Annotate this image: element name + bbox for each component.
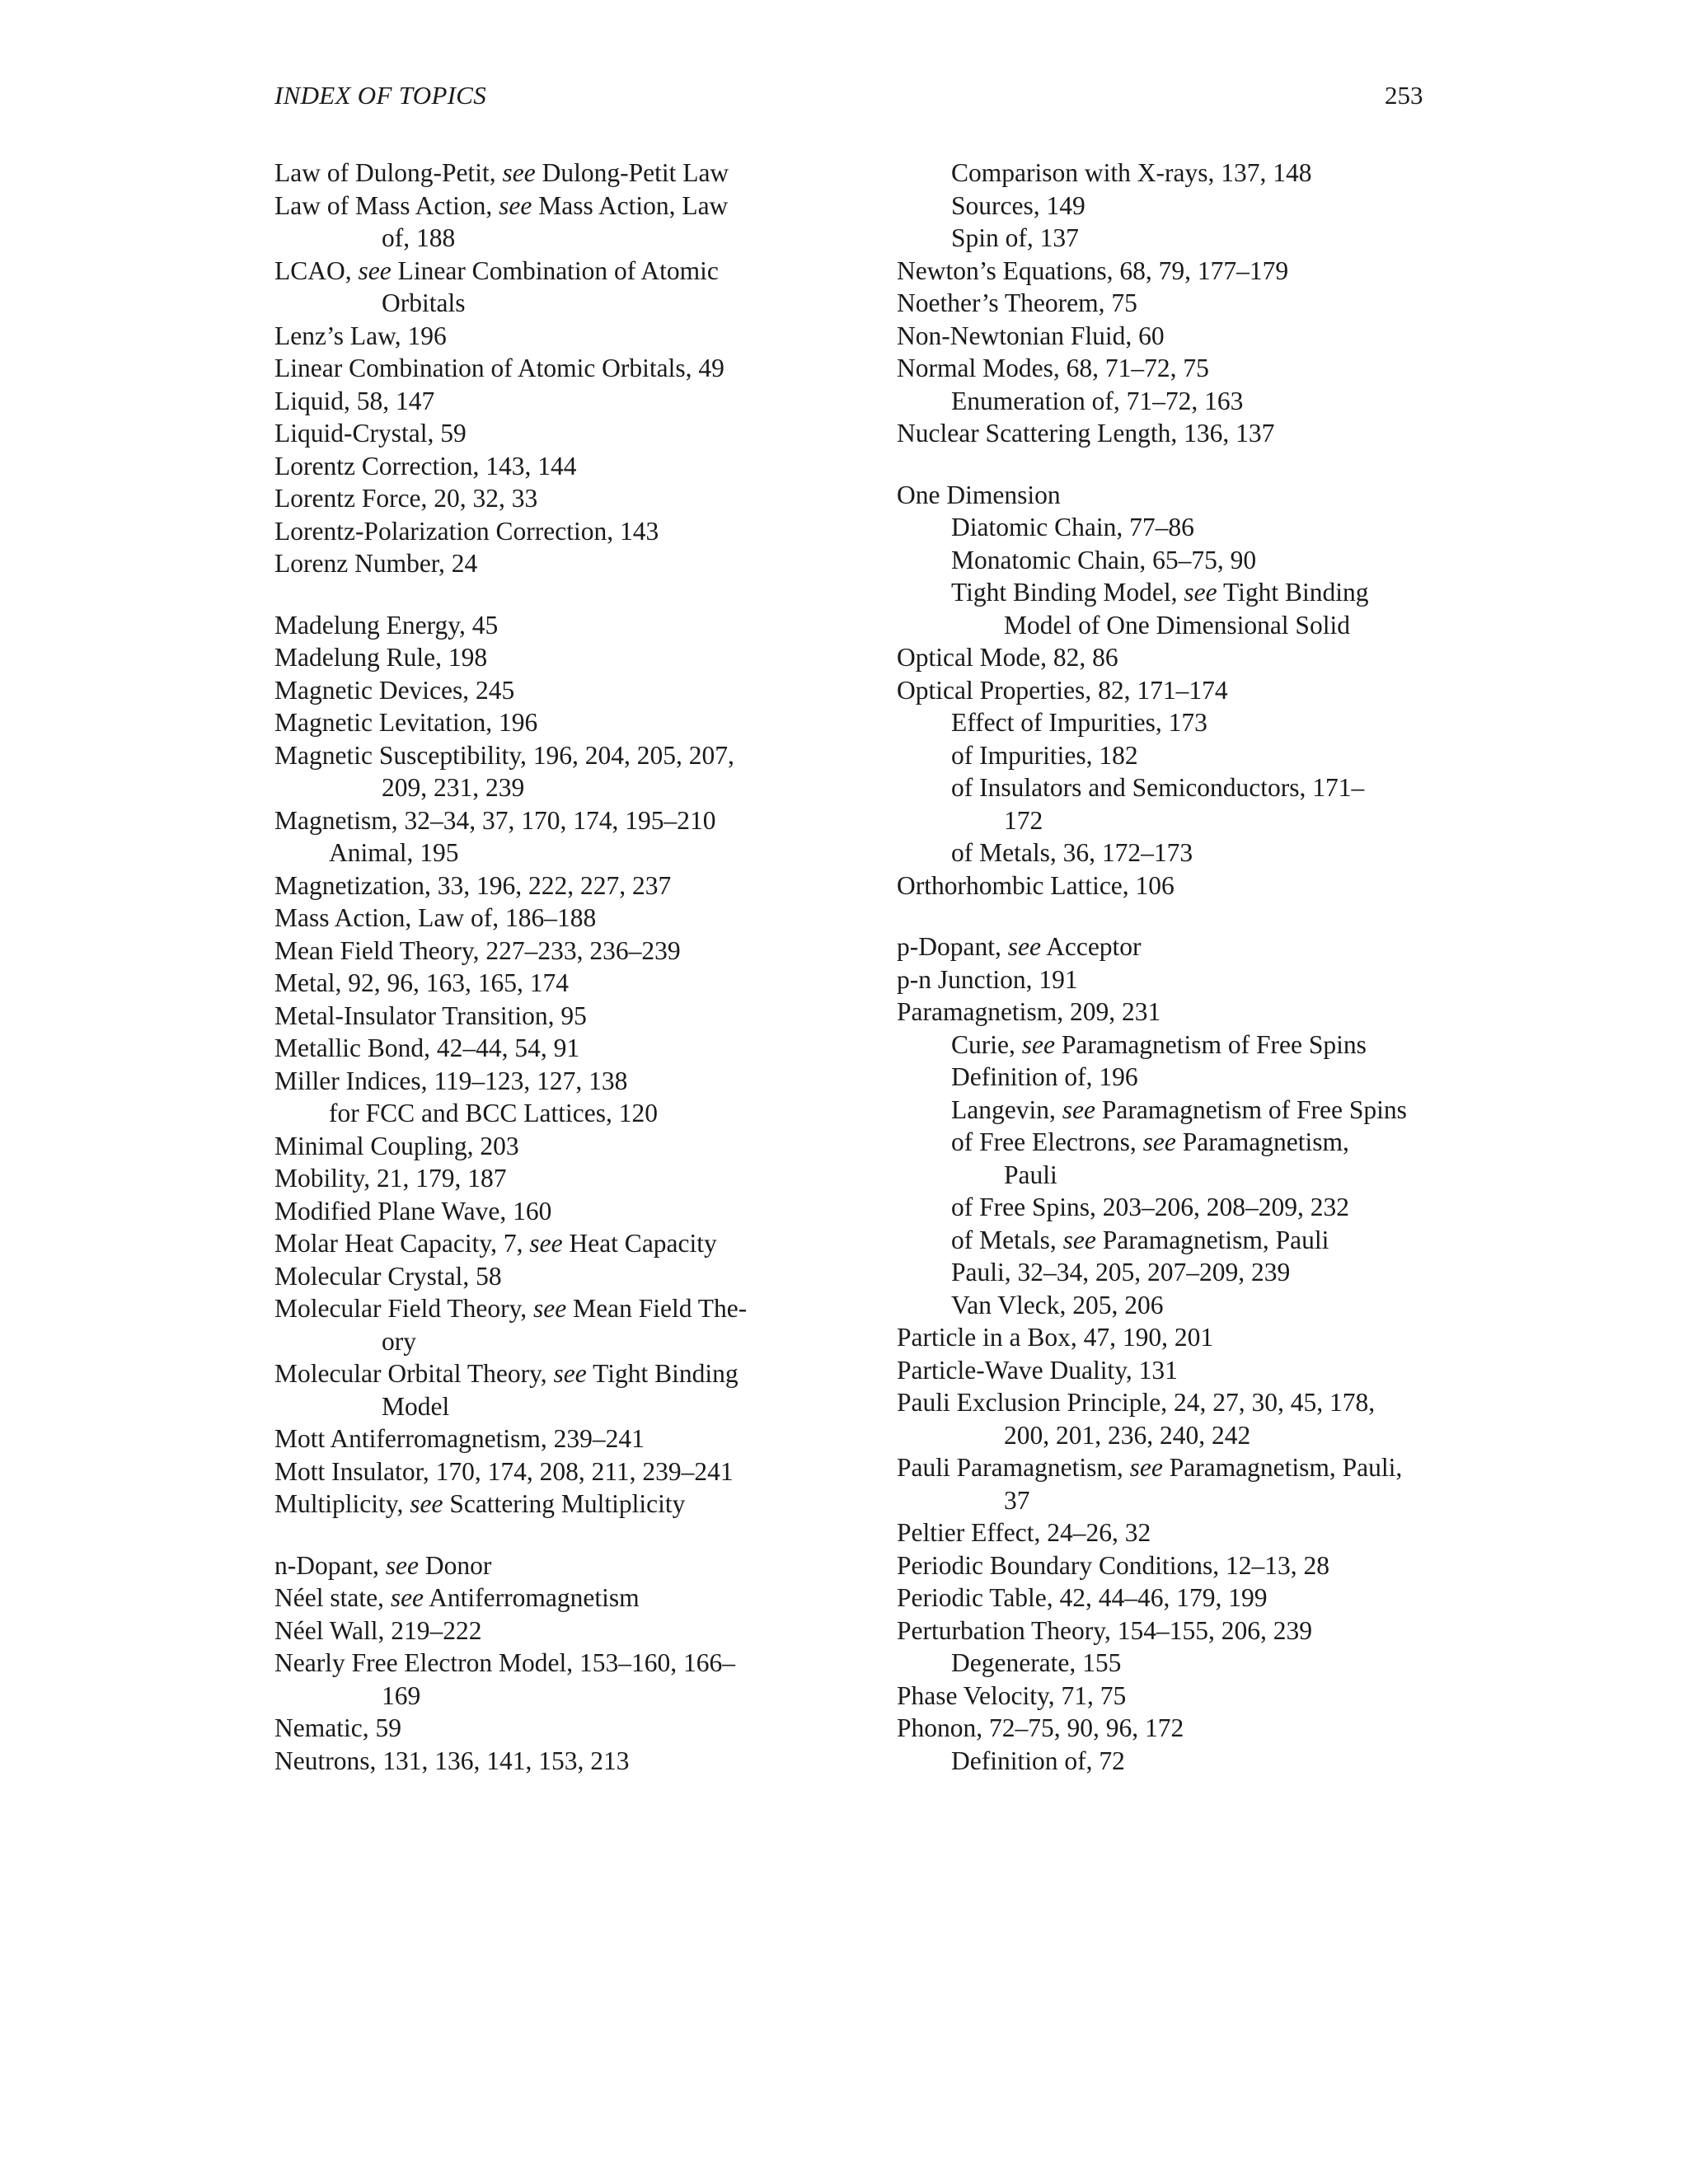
index-entry	[897, 417, 1474, 450]
see-reference: see	[553, 1359, 587, 1388]
entry-text: Lorentz Force, 20, 32, 33	[274, 484, 538, 513]
entry-text: Model	[382, 1391, 450, 1421]
see-target: Paramagnetism, Pauli	[1095, 1225, 1329, 1254]
entry-text: of Metals,	[951, 1225, 1063, 1254]
index-entry	[897, 1582, 1474, 1615]
index-entry	[897, 1386, 1474, 1419]
entry-text: Magnetization, 33, 196, 222, 227, 237	[274, 870, 672, 900]
see-reference: see	[502, 158, 536, 187]
index-entry	[274, 1227, 810, 1260]
entry-text: Paramagnetism, 209, 231	[897, 997, 1161, 1026]
entry-text: Langevin,	[951, 1094, 1062, 1124]
index-entry	[274, 902, 810, 935]
entry-text: Effect of Impurities, 173	[951, 708, 1207, 737]
letter-group-gap	[897, 902, 1474, 930]
entry-text: Orthorhombic Lattice, 106	[897, 870, 1175, 900]
index-entry	[274, 547, 810, 580]
entry-text: Normal Modes, 68, 71–72, 75	[897, 354, 1209, 382]
see-reference: see	[1007, 932, 1041, 961]
entry-text: Lorentz Correction, 143, 144	[274, 451, 577, 480]
entry-text: Metal-Insulator Transition, 95	[274, 1001, 587, 1030]
index-entry	[274, 1455, 810, 1488]
entry-text: Tight Binding Model,	[951, 578, 1184, 607]
entry-text: Mott Insulator, 170, 174, 208, 211, 239–241	[274, 1456, 734, 1486]
entry-text: of Metals, 36, 172–173	[951, 838, 1193, 867]
index-subentry	[897, 222, 1474, 255]
entry-text: Metal, 92, 96, 163, 165, 174	[274, 968, 569, 997]
index-entry	[897, 287, 1474, 320]
index-subentry	[274, 837, 810, 869]
entry-text: Noether’s Theorem, 75	[897, 288, 1137, 317]
entry-text: Molar Heat Capacity, 7,	[274, 1229, 530, 1258]
entry-text: Newton’s Equations, 68, 79, 177–179	[897, 255, 1289, 285]
index-entry	[274, 190, 810, 223]
see-target: Paramagnetism of Free Spins	[1054, 1029, 1367, 1059]
entry-text: Mass Action, Law of, 186–188	[274, 903, 597, 932]
index-entry-continuation	[897, 1419, 1474, 1452]
index-subentry	[274, 1097, 810, 1130]
index-entry	[274, 1582, 810, 1615]
entry-text: Definition of, 196	[951, 1062, 1138, 1091]
index-subentry	[897, 511, 1474, 544]
running-head: INDEX OF TOPICS	[274, 81, 487, 110]
entry-text: Magnetic Devices, 245	[274, 675, 515, 705]
entry-text: Liquid-Crystal, 59	[274, 419, 467, 448]
index-entry	[897, 320, 1474, 353]
index-entry	[897, 869, 1474, 902]
index-entry	[274, 967, 810, 1000]
index-subentry	[897, 1094, 1474, 1127]
entry-text: Linear Combination of Atomic Orbitals, 49	[274, 354, 724, 382]
entry-text: Curie,	[951, 1029, 1022, 1059]
entry-text: Minimal Coupling, 203	[274, 1131, 519, 1160]
entry-text: Nematic, 59	[274, 1713, 401, 1742]
entry-text: Model of One Dimensional Solid	[1004, 610, 1350, 640]
index-entry	[897, 1615, 1474, 1647]
index-entry	[274, 1000, 810, 1033]
index-entry	[274, 1615, 810, 1647]
entry-text: Mean Field Theory, 227–233, 236–239	[274, 935, 681, 965]
index-subentry	[897, 771, 1474, 804]
index-entry	[274, 1260, 810, 1293]
index-entry	[274, 1195, 810, 1228]
entry-text: Van Vleck, 205, 206	[951, 1290, 1164, 1319]
entry-text: Degenerate, 155	[951, 1648, 1122, 1677]
index-entry	[274, 157, 810, 190]
see-reference: see	[529, 1229, 563, 1258]
entry-text: p-Dopant,	[897, 932, 1008, 961]
entry-text: Law of Dulong-Petit,	[274, 158, 503, 187]
index-entry	[897, 963, 1474, 996]
index-subentry	[897, 157, 1474, 190]
letter-group-gap	[274, 1521, 810, 1549]
index-entry	[274, 1357, 810, 1390]
page-number: 253	[1385, 81, 1423, 110]
entry-text: Miller Indices, 119–123, 127, 138	[274, 1066, 628, 1095]
index-subentry	[897, 1061, 1474, 1094]
index-entry	[897, 352, 1474, 385]
index-entry	[897, 641, 1474, 674]
index-entry	[274, 515, 810, 548]
see-target: Paramagnetism,	[1175, 1127, 1349, 1156]
index-entry	[274, 385, 810, 418]
index-subentry	[897, 837, 1474, 869]
index-entry-continuation	[274, 771, 810, 804]
index-entry	[274, 450, 810, 483]
entry-text: Phase Velocity, 71, 75	[897, 1680, 1127, 1710]
entry-text: Diatomic Chain, 77–86	[951, 513, 1194, 541]
index-entry	[897, 255, 1474, 288]
entry-text: Law of Mass Action,	[274, 190, 499, 220]
index-entry	[274, 1549, 810, 1582]
index-entry	[274, 1745, 810, 1778]
index-entry	[897, 1712, 1474, 1745]
index-entry	[274, 1647, 810, 1680]
index-subentry	[897, 739, 1474, 772]
see-reference: see	[1129, 1453, 1163, 1482]
entry-text: Pauli Paramagnetism,	[897, 1453, 1130, 1482]
see-reference: see	[1184, 578, 1217, 607]
letter-group-gap	[274, 580, 810, 609]
index-entry	[897, 479, 1474, 512]
see-reference: see	[358, 255, 392, 285]
index-entry	[274, 641, 810, 674]
index-entry	[897, 1549, 1474, 1582]
entry-text: of Free Spins, 203–206, 208–209, 232	[951, 1193, 1349, 1221]
index-entry	[274, 1488, 810, 1521]
entry-text: Nearly Free Electron Model, 153–160, 166–	[274, 1648, 735, 1677]
see-target: Paramagnetism of Free Spins	[1095, 1094, 1407, 1124]
entry-text: Liquid, 58, 147	[274, 386, 435, 415]
entry-text: Particle in a Box, 47, 190, 201	[897, 1323, 1214, 1352]
entry-text: Néel Wall, 219–222	[274, 1615, 482, 1645]
see-target: Tight Binding	[1217, 578, 1369, 607]
entry-text: Multiplicity,	[274, 1489, 410, 1518]
index-entry	[274, 320, 810, 353]
index-entry-continuation	[274, 1390, 810, 1423]
index-entry	[274, 609, 810, 642]
entry-text: for FCC and BCC Lattices, 120	[329, 1099, 658, 1127]
see-target: Scattering Multiplicity	[443, 1489, 686, 1518]
index-subentry	[897, 1224, 1474, 1257]
index-subentry	[897, 1256, 1474, 1289]
entry-text: p-n Junction, 191	[897, 964, 1078, 994]
see-target: Antiferromagnetism	[424, 1583, 640, 1612]
entry-text: Mott Antiferromagnetism, 239–241	[274, 1424, 645, 1453]
index-entry	[897, 996, 1474, 1029]
index-entry	[274, 674, 810, 707]
entry-text: 169	[382, 1680, 421, 1710]
index-subentry	[897, 190, 1474, 223]
see-reference: see	[1021, 1029, 1055, 1059]
entry-text: Spin of, 137	[951, 223, 1079, 252]
see-reference: see	[410, 1489, 443, 1518]
entry-text: Molecular Field Theory,	[274, 1294, 534, 1323]
entry-text: Particle-Wave Duality, 131	[897, 1355, 1178, 1385]
index-subentry	[897, 385, 1474, 418]
index-entry	[274, 739, 810, 772]
see-target: Acceptor	[1040, 932, 1142, 961]
entry-text: Magnetic Levitation, 196	[274, 708, 538, 737]
entry-text: Optical Properties, 82, 171–174	[897, 675, 1228, 705]
see-reference: see	[1062, 1225, 1096, 1254]
entry-text: Orbitals	[382, 288, 466, 317]
entry-text: of Free Electrons,	[951, 1127, 1143, 1156]
entry-text: 37	[1004, 1485, 1030, 1515]
index-entry	[274, 352, 810, 385]
entry-text: Lorentz-Polarization Correction, 143	[274, 516, 659, 546]
index-entry	[274, 935, 810, 968]
index-entry	[897, 1516, 1474, 1549]
index-entry-continuation	[897, 804, 1474, 837]
index-entry	[274, 1422, 810, 1455]
entry-text: Periodic Table, 42, 44–46, 179, 199	[897, 1583, 1268, 1612]
entry-text: Madelung Rule, 198	[274, 643, 488, 672]
entry-text: Metallic Bond, 42–44, 54, 91	[274, 1033, 580, 1062]
entry-text: of, 188	[382, 223, 456, 252]
entry-text: 209, 231, 239	[382, 773, 525, 802]
see-target: Heat Capacity	[562, 1229, 717, 1258]
entry-text: Definition of, 72	[951, 1746, 1125, 1775]
index-entry	[897, 1354, 1474, 1387]
entry-text: ory	[382, 1326, 416, 1356]
see-reference: see	[1062, 1094, 1095, 1124]
index-entry	[274, 804, 810, 837]
index-entry	[274, 417, 810, 450]
entry-text: n-Dopant,	[274, 1550, 386, 1580]
index-subentry	[897, 544, 1474, 577]
entry-text: Madelung Energy, 45	[274, 610, 499, 640]
index-entry-continuation	[897, 1159, 1474, 1192]
entry-text: Sources, 149	[951, 190, 1085, 220]
index-entry-continuation	[274, 287, 810, 320]
index-subentry	[897, 1745, 1474, 1778]
index-subentry	[897, 706, 1474, 739]
index-entry	[274, 1712, 810, 1745]
see-target: Mean Field The-	[566, 1294, 748, 1323]
index-entry	[274, 1162, 810, 1195]
entry-text: of Impurities, 182	[951, 740, 1138, 770]
entry-text: Monatomic Chain, 65–75, 90	[951, 545, 1257, 574]
entry-text: Pauli	[1004, 1160, 1057, 1189]
index-entry	[274, 1292, 810, 1325]
entry-text: Néel state,	[274, 1583, 391, 1612]
index-subentry	[897, 1126, 1474, 1159]
entry-text: Magnetism, 32–34, 37, 170, 174, 195–210	[274, 805, 716, 835]
index-entry	[897, 1451, 1474, 1484]
index-subentry	[897, 1191, 1474, 1224]
index-column-right	[897, 157, 1474, 1777]
index-entry	[274, 706, 810, 739]
index-column-left	[274, 157, 810, 1777]
index-entry	[897, 1321, 1474, 1354]
entry-text: Periodic Boundary Conditions, 12–13, 28	[897, 1550, 1329, 1580]
see-target: Tight Binding	[586, 1359, 738, 1388]
see-reference: see	[1142, 1127, 1176, 1156]
see-reference: see	[385, 1550, 419, 1580]
see-target: Paramagnetism, Pauli,	[1162, 1453, 1403, 1482]
see-reference: see	[390, 1583, 424, 1612]
entry-text: Non-Newtonian Fluid, 60	[897, 321, 1165, 350]
index-entry	[274, 1130, 810, 1163]
index-entry	[897, 930, 1474, 963]
entry-text: LCAO,	[274, 255, 359, 285]
index-entry	[897, 1680, 1474, 1713]
entry-text: 172	[1004, 805, 1043, 835]
entry-text: Magnetic Susceptibility, 196, 204, 205, 207,	[274, 740, 734, 770]
see-target: Dulong-Petit Law	[535, 158, 729, 187]
see-reference: see	[533, 1294, 567, 1323]
index-subentry	[897, 1289, 1474, 1322]
entry-text: Molecular Crystal, 58	[274, 1261, 502, 1291]
entry-text: Phonon, 72–75, 90, 96, 172	[897, 1713, 1184, 1742]
entry-text: Mobility, 21, 179, 187	[274, 1164, 507, 1193]
index-entry-continuation	[897, 1484, 1474, 1517]
see-target: Linear Combination of Atomic	[391, 255, 719, 285]
entry-text: Perturbation Theory, 154–155, 206, 239	[897, 1615, 1312, 1645]
entry-text: Optical Mode, 82, 86	[897, 643, 1118, 672]
index-entry	[274, 1032, 810, 1065]
entry-text: 200, 201, 236, 240, 242	[1004, 1420, 1251, 1450]
entry-text: Molecular Orbital Theory,	[274, 1359, 554, 1388]
index-entry-continuation	[274, 222, 810, 255]
see-reference: see	[499, 190, 532, 220]
index-entry	[274, 255, 810, 288]
index-entry	[897, 674, 1474, 707]
index-subentry	[897, 1647, 1474, 1680]
entry-text: Peltier Effect, 24–26, 32	[897, 1518, 1151, 1547]
entry-text: Lorenz Number, 24	[274, 549, 478, 578]
entry-text: Pauli Exclusion Principle, 24, 27, 30, 45, 178,	[897, 1388, 1376, 1417]
entry-text: Enumeration of, 71–72, 163	[951, 386, 1244, 415]
entry-text: One Dimension	[897, 480, 1061, 509]
entry-text: Neutrons, 131, 136, 141, 153, 213	[274, 1746, 630, 1775]
entry-text: Comparison with X-rays, 137, 148	[951, 158, 1312, 187]
see-target: Mass Action, Law	[532, 190, 729, 220]
entry-text: of Insulators and Semiconductors, 171–	[951, 773, 1365, 802]
index-entry-continuation	[897, 609, 1474, 642]
index-entry-continuation	[274, 1680, 810, 1713]
entry-text: Animal, 195	[329, 838, 459, 867]
index-entry-continuation	[274, 1325, 810, 1358]
index-subentry	[897, 576, 1474, 609]
entry-text: Pauli, 32–34, 205, 207–209, 239	[951, 1258, 1291, 1286]
index-entry	[274, 869, 810, 902]
entry-text: Modified Plane Wave, 160	[274, 1196, 552, 1226]
see-target: Donor	[418, 1550, 492, 1580]
letter-group-gap	[897, 450, 1474, 479]
entry-text: Lenz’s Law, 196	[274, 321, 447, 350]
index-entry	[274, 1065, 810, 1098]
index-subentry	[897, 1029, 1474, 1062]
index-entry	[274, 482, 810, 515]
entry-text: Nuclear Scattering Length, 136, 137	[897, 419, 1275, 448]
